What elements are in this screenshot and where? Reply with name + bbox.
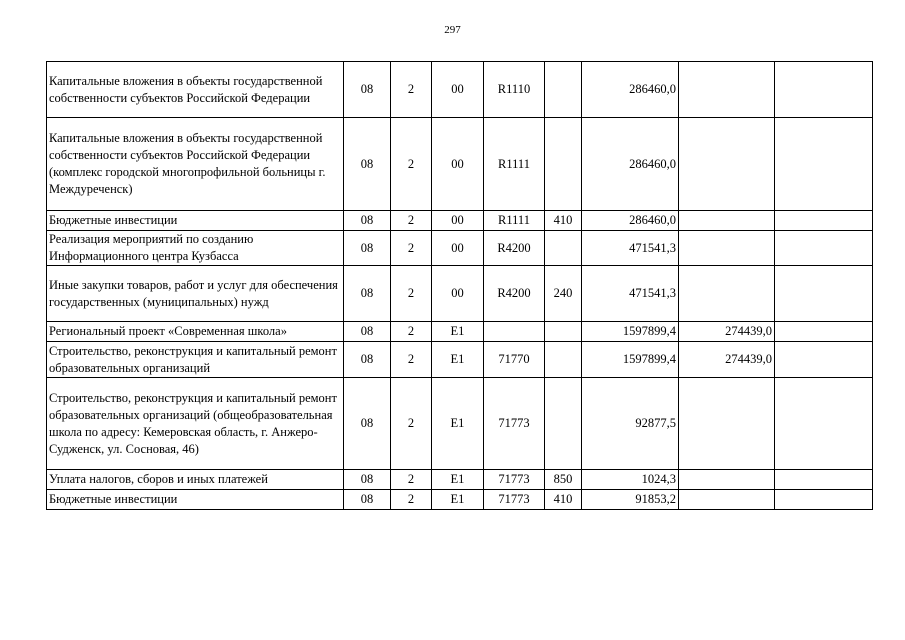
table-body — [47, 62, 873, 510]
row-name: Капитальные вложения в объекты государственной собственности субъектов Российской Федерации — [47, 62, 344, 118]
row-name: Уплата налогов, сборов и иных платежей — [47, 470, 344, 490]
row-name: Строительство, реконструкция и капитальный ремонт образовательных организаций (общеобразовательная школа по адресу: Кемеровская область, г. Анжеро-Судженск, ул. Сосновая, 46) — [47, 378, 344, 470]
row-expense-type: 410 — [545, 211, 582, 231]
row-target-item: 71773 — [484, 378, 545, 470]
row-amount-1: 286460,0 — [582, 62, 679, 118]
row-section: 08 — [344, 231, 391, 266]
row-amount-3 — [775, 266, 873, 322]
row-amount-3 — [775, 378, 873, 470]
table-row — [47, 378, 873, 470]
table-row — [47, 118, 873, 211]
row-amount-1: 1597899,4 — [582, 342, 679, 378]
row-program: 2 — [391, 378, 432, 470]
table-row — [47, 211, 873, 231]
row-subprogram: E1 — [432, 322, 484, 342]
row-section: 08 — [344, 470, 391, 490]
row-program: 2 — [391, 62, 432, 118]
row-section: 08 — [344, 378, 391, 470]
row-amount-3 — [775, 231, 873, 266]
row-subprogram: E1 — [432, 378, 484, 470]
row-amount-2: 274439,0 — [679, 342, 775, 378]
row-name: Региональный проект «Современная школа» — [47, 322, 344, 342]
row-section: 08 — [344, 490, 391, 510]
row-expense-type: 240 — [545, 266, 582, 322]
row-name: Бюджетные инвестиции — [47, 490, 344, 510]
row-expense-type: 850 — [545, 470, 582, 490]
row-name: Иные закупки товаров, работ и услуг для обеспечения государственных (муниципальных) нужд — [47, 266, 344, 322]
table-row — [47, 470, 873, 490]
row-expense-type — [545, 322, 582, 342]
row-amount-3 — [775, 470, 873, 490]
row-program: 2 — [391, 118, 432, 211]
row-subprogram: E1 — [432, 490, 484, 510]
row-name: Бюджетные инвестиции — [47, 211, 344, 231]
table-row — [47, 490, 873, 510]
row-section: 08 — [344, 322, 391, 342]
row-amount-2: 274439,0 — [679, 322, 775, 342]
row-program: 2 — [391, 342, 432, 378]
table-row — [47, 231, 873, 266]
row-amount-2 — [679, 266, 775, 322]
row-amount-1: 1024,3 — [582, 470, 679, 490]
row-subprogram: E1 — [432, 342, 484, 378]
row-name: Капитальные вложения в объекты государственной собственности субъектов Российской Федерации (комплекс городской многопрофильной больницы г. Междуреченск) — [47, 118, 344, 211]
row-name: Реализация мероприятий по созданию Информационного центра Кузбасса — [47, 231, 344, 266]
row-amount-1: 286460,0 — [582, 211, 679, 231]
row-program: 2 — [391, 470, 432, 490]
row-amount-3 — [775, 322, 873, 342]
row-amount-2 — [679, 231, 775, 266]
row-subprogram: 00 — [432, 62, 484, 118]
row-section: 08 — [344, 342, 391, 378]
row-amount-3 — [775, 211, 873, 231]
row-target-item: R4200 — [484, 231, 545, 266]
row-amount-2 — [679, 118, 775, 211]
row-program: 2 — [391, 211, 432, 231]
page-number: 297 — [444, 24, 461, 36]
row-program: 2 — [391, 322, 432, 342]
row-amount-3 — [775, 490, 873, 510]
row-amount-3 — [775, 118, 873, 211]
row-name: Строительство, реконструкция и капитальный ремонт образовательных организаций — [47, 342, 344, 378]
row-expense-type — [545, 231, 582, 266]
row-target-item: R1111 — [484, 118, 545, 211]
table-row — [47, 62, 873, 118]
row-section: 08 — [344, 211, 391, 231]
row-expense-type — [545, 118, 582, 211]
row-section: 08 — [344, 62, 391, 118]
row-target-item: R1111 — [484, 211, 545, 231]
row-program: 2 — [391, 231, 432, 266]
row-target-item — [484, 322, 545, 342]
row-target-item: R4200 — [484, 266, 545, 322]
row-target-item: 71770 — [484, 342, 545, 378]
row-amount-1: 471541,3 — [582, 266, 679, 322]
row-section: 08 — [344, 266, 391, 322]
row-amount-2 — [679, 490, 775, 510]
row-subprogram: 00 — [432, 266, 484, 322]
row-amount-1: 471541,3 — [582, 231, 679, 266]
row-target-item: 71773 — [484, 470, 545, 490]
row-expense-type — [545, 342, 582, 378]
row-expense-type — [545, 378, 582, 470]
row-expense-type: 410 — [545, 490, 582, 510]
row-section: 08 — [344, 118, 391, 211]
row-amount-2 — [679, 378, 775, 470]
row-amount-2 — [679, 470, 775, 490]
table-row — [47, 322, 873, 342]
row-target-item: R1110 — [484, 62, 545, 118]
row-amount-1: 286460,0 — [582, 118, 679, 211]
row-target-item: 71773 — [484, 490, 545, 510]
row-program: 2 — [391, 490, 432, 510]
row-amount-1: 91853,2 — [582, 490, 679, 510]
budget-table — [46, 61, 873, 510]
row-subprogram: E1 — [432, 470, 484, 490]
table-row — [47, 266, 873, 322]
table-row — [47, 342, 873, 378]
row-subprogram: 00 — [432, 211, 484, 231]
row-amount-2 — [679, 62, 775, 118]
row-amount-1: 1597899,4 — [582, 322, 679, 342]
row-amount-3 — [775, 62, 873, 118]
row-subprogram: 00 — [432, 231, 484, 266]
row-amount-3 — [775, 342, 873, 378]
row-amount-2 — [679, 211, 775, 231]
row-expense-type — [545, 62, 582, 118]
row-amount-1: 92877,5 — [582, 378, 679, 470]
row-subprogram: 00 — [432, 118, 484, 211]
row-program: 2 — [391, 266, 432, 322]
